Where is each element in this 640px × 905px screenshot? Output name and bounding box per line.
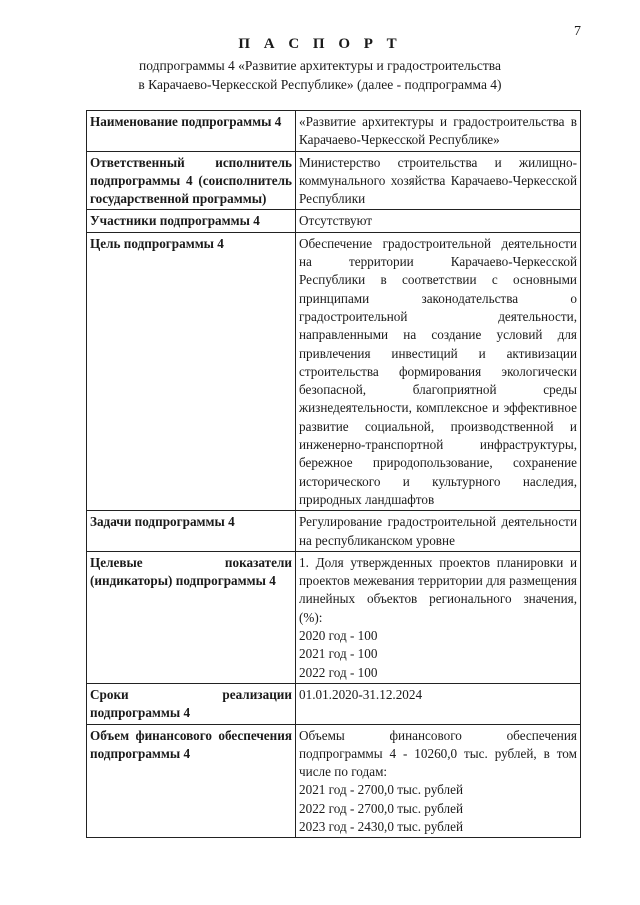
row-value-cell <box>296 724 581 838</box>
funding-year-value: 2022 год - 2700,0 тыс. рублей <box>299 800 464 816</box>
document-title: П А С П О Р Т <box>238 36 402 52</box>
table-row <box>87 724 581 838</box>
row-label: Ответственный исполнитель подпрограммы 4 (соисполнитель государственной программы) <box>87 151 296 210</box>
table-row <box>87 551 581 683</box>
row-label: Целевые показатели (индикаторы) подпрограммы 4 <box>87 551 296 683</box>
row-value: Обеспечение градостроительной деятельности на территории Карачаево-Черкесской Республики в соответствии с основными принципами законодательства о градостроительной деятельности, направленными на создание условий для привлечения инвестиций и активизации строительства формирования экологически безопасной, благоприятной среды жизнедеятельности, комплексное и эффективное развитие социальной, производственной и инженерно-транспортной инфраструктуры, бережное природопользование, сохранение исторического и культурного наследия, природных ландшафтов <box>296 232 581 510</box>
indicator-year-value: 2021 год - 100 <box>299 646 378 662</box>
row-value: Министерство строительства и жилищно-коммунального хозяйства Карачаево-Черкесской Республики <box>296 151 581 210</box>
row-label: Цель подпрограммы 4 <box>87 232 296 510</box>
row-value: Регулирование градостроительной деятельности на республиканском уровне <box>296 511 581 552</box>
table-row <box>87 111 581 152</box>
funding-year-value: 2021 год - 2700,0 тыс. рублей <box>299 782 464 798</box>
table-row <box>87 232 581 510</box>
subtitle-line: подпрограммы 4 «Развитие архитектуры и градостроительства <box>139 58 501 73</box>
table-row <box>87 210 581 232</box>
funding-year-value: 2023 год - 2430,0 тыс. рублей <box>299 818 464 834</box>
row-value: 01.01.2020-31.12.2024 <box>296 683 581 724</box>
row-label: Объем финансового обеспечения подпрограммы 4 <box>87 724 296 838</box>
document-subtitle <box>0 56 640 94</box>
page-number: 7 <box>574 24 581 39</box>
table-row <box>87 683 581 724</box>
indicator-year-value: 2020 год - 100 <box>299 628 378 644</box>
row-value-cell <box>296 551 581 683</box>
row-label: Задачи подпрограммы 4 <box>87 511 296 552</box>
row-value: «Развитие архитектуры и градостроительства в Карачаево-Черкесской Республике» <box>296 111 581 152</box>
subtitle-line: в Карачаево-Черкесской Республике» (далее - подпрограмма 4) <box>138 77 502 92</box>
indicator-year-value: 2022 год - 100 <box>299 664 378 680</box>
row-value: 1. Доля утвержденных проектов планировки и проектов межевания территории для размещения линейных объектов регионального значения, (%): <box>299 554 577 625</box>
row-value: Объемы финансового обеспечения подпрограммы 4 - 10260,0 тыс. рублей, в том числе по годам: <box>299 727 577 780</box>
passport-table <box>86 110 581 838</box>
row-label: Наименование подпрограммы 4 <box>87 111 296 152</box>
row-value: Отсутствуют <box>296 210 581 232</box>
table-row <box>87 151 581 210</box>
table-row <box>87 511 581 552</box>
row-label: Сроки реализации подпрограммы 4 <box>87 683 296 724</box>
row-label: Участники подпрограммы 4 <box>87 210 296 232</box>
